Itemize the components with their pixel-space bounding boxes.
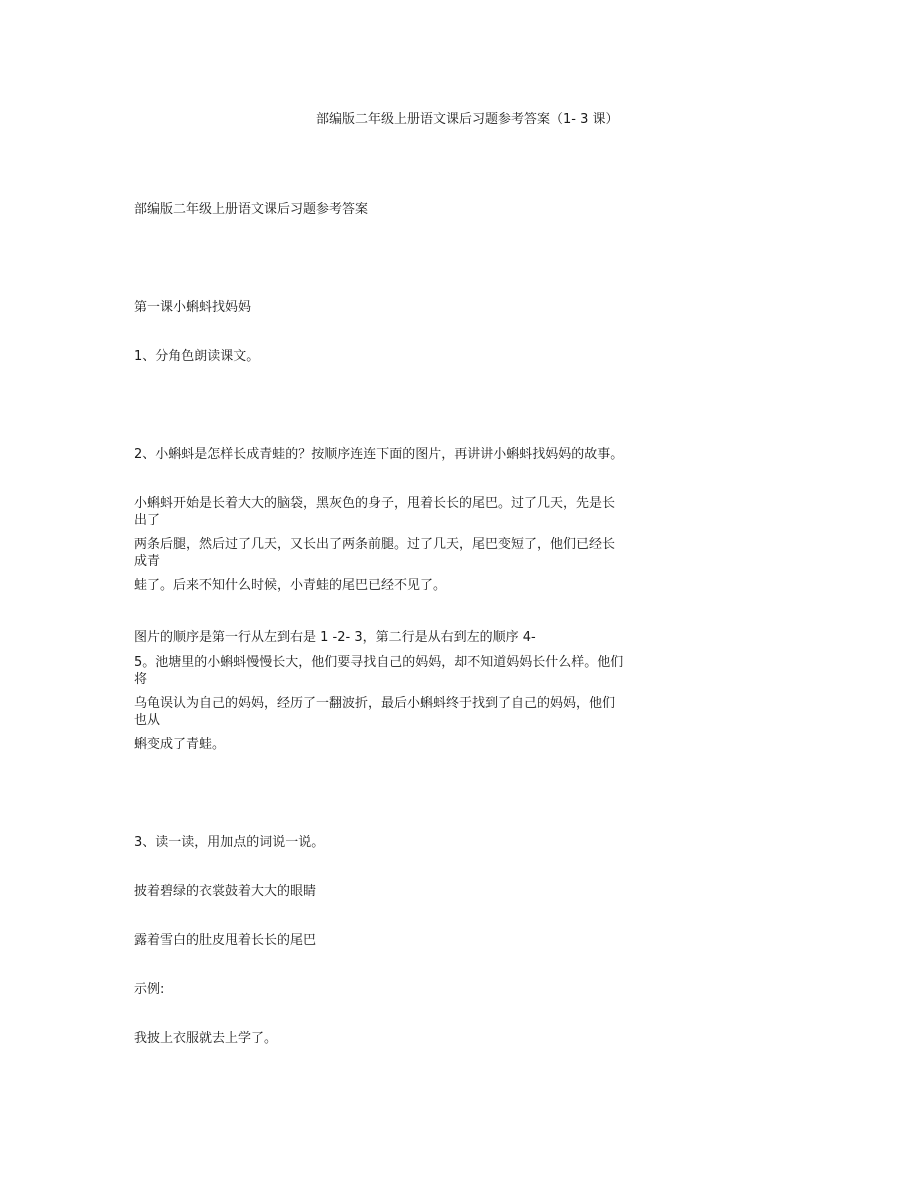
answer-2b-line-3: 将 [134, 672, 148, 687]
answer-2-line-5: 蛙了。后来不知什么时候，小青蛙的尾巴已经不见了。 [134, 578, 447, 593]
phrases-line-1: 披着碧绿的衣裳鼓着大大的眼睛 [134, 884, 317, 899]
answer-2b-line-5: 也从 [134, 713, 161, 728]
answer-2-line-4: 成青 [134, 554, 161, 569]
answer-2-line-1: 小蝌蚪开始是长着大大的脑袋，黑灰色的身子，甩着长长的尾巴。过了几天，先是长 [134, 496, 616, 511]
question-3: 3、读一读，用加点的词说一说。 [134, 835, 325, 850]
question-1: 1、分角色朗读课文。 [134, 349, 260, 364]
answer-2b-line-4: 乌龟误认为自己的妈妈，经历了一翻波折，最后小蝌蚪终于找到了自己的妈妈，他们 [134, 696, 616, 711]
answer-2-line-3: 两条后腿，然后过了几天，又长出了两条前腿。过了几天，尾巴变短了，他们已经长 [134, 537, 616, 552]
answer-2b-line-1: 图片的顺序是第一行从左到右是 1 -2- 3，第二行是从右到左的顺序 4- [134, 630, 536, 645]
answer-2-line-2: 出了 [134, 513, 161, 528]
example-label: 示例: [134, 982, 165, 997]
answer-2b-line-6: 蝌变成了青蛙。 [134, 737, 226, 752]
document-subtitle: 部编版二年级上册语文课后习题参考答案 [134, 202, 369, 217]
document-title: 部编版二年级上册语文课后习题参考答案（1- 3 课） [316, 112, 619, 127]
question-2: 2、小蝌蚪是怎样长成青蛙的？按顺序连连下面的图片，再讲讲小蝌蚪找妈妈的故事。 [134, 447, 624, 462]
example-sentence: 我披上衣服就去上学了。 [134, 1031, 278, 1046]
lesson-title: 第一课小蝌蚪找妈妈 [134, 300, 252, 315]
phrases-line-2: 露着雪白的肚皮甩着长长的尾巴 [134, 933, 317, 948]
answer-2b-line-2: 5。池塘里的小蝌蚪慢慢长大，他们要寻找自己的妈妈，却不知道妈妈长什么样。他们 [134, 655, 624, 670]
